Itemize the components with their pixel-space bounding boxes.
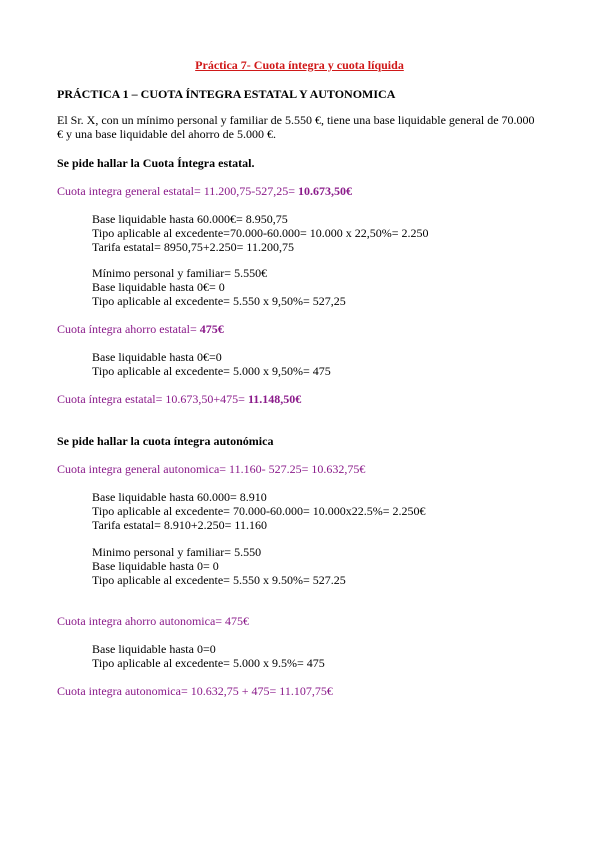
estatal-total-label: Cuota íntegra estatal= 10.673,50+475=: [57, 392, 248, 406]
estatal-b2-line: Tipo aplicable al excedente= 5.550 x 9,50%= 527,25: [92, 294, 346, 308]
autonomica-general-line: Cuota integra general autonomica= 11.160- 527.25= 10.632,75€: [57, 462, 366, 476]
estatal-total-value: 11.148,50€: [247, 392, 302, 406]
autonomica-b3-line: Tipo aplicable al excedente= 5.000 x 9.5%= 475: [92, 656, 325, 670]
estatal-b2-line: Base liquidable hasta 0€= 0: [92, 280, 225, 294]
autonomica-b1-line: Tipo aplicable al excedente= 70.000-60.000= 10.000x22.5%= 2.250€: [92, 504, 426, 518]
question-autonomica: Se pide hallar la cuota íntegra autonómica: [57, 434, 274, 448]
estatal-general-line: [57, 184, 352, 198]
estatal-general-label: Cuota integra general estatal= 11.200,75-527,25=: [57, 184, 299, 198]
intro-line-2: € y una base liquidable del ahorro de 5.000 €.: [57, 127, 276, 141]
estatal-total-line: [57, 392, 301, 406]
estatal-b1-line: Tipo aplicable al excedente=70.000-60.000= 10.000 x 22,50%= 2.250: [92, 226, 429, 240]
estatal-ahorro-value: 475€: [199, 322, 224, 336]
estatal-general-value: 10.673,50€: [298, 184, 353, 198]
estatal-ahorro-label: Cuota íntegra ahorro estatal=: [57, 322, 200, 336]
estatal-ahorro-line: [57, 322, 224, 336]
estatal-b3-line: Tipo aplicable al excedente= 5.000 x 9,50%= 475: [92, 364, 331, 378]
estatal-b1-line: Tarifa estatal= 8950,75+2.250= 11.200,75: [92, 240, 294, 254]
estatal-b1-line: Base liquidable hasta 60.000€= 8.950,75: [92, 212, 288, 226]
estatal-b3-line: Base liquidable hasta 0€=0: [92, 350, 222, 364]
page-title: Práctica 7- Cuota íntegra y cuota líquida: [195, 58, 404, 72]
autonomica-b2-line: Base liquidable hasta 0= 0: [92, 559, 219, 573]
question-estatal: Se pide hallar la Cuota Íntegra estatal.: [57, 156, 255, 170]
autonomica-b1-line: Tarifa estatal= 8.910+2.250= 11.160: [92, 518, 267, 532]
autonomica-b1-line: Base liquidable hasta 60.000= 8.910: [92, 490, 267, 504]
autonomica-b2-line: Minimo personal y familiar= 5.550: [92, 545, 262, 559]
autonomica-total-line: Cuota integra autonomica= 10.632,75 + 475= 11.107,75€: [57, 684, 333, 698]
section-heading-1: PRÁCTICA 1 – CUOTA ÍNTEGRA ESTATAL Y AUTONOMICA: [57, 87, 396, 101]
estatal-b2-line: Mínimo personal y familiar= 5.550€: [92, 266, 268, 280]
autonomica-b2-line: Tipo aplicable al excedente= 5.550 x 9.50%= 527.25: [92, 573, 346, 587]
intro-line-1: El Sr. X, con un mínimo personal y familiar de 5.550 €, tiene una base liquidable general de 70.000: [57, 113, 535, 127]
autonomica-b3-line: Base liquidable hasta 0=0: [92, 642, 216, 656]
autonomica-ahorro-line: Cuota integra ahorro autonomica= 475€: [57, 614, 250, 628]
